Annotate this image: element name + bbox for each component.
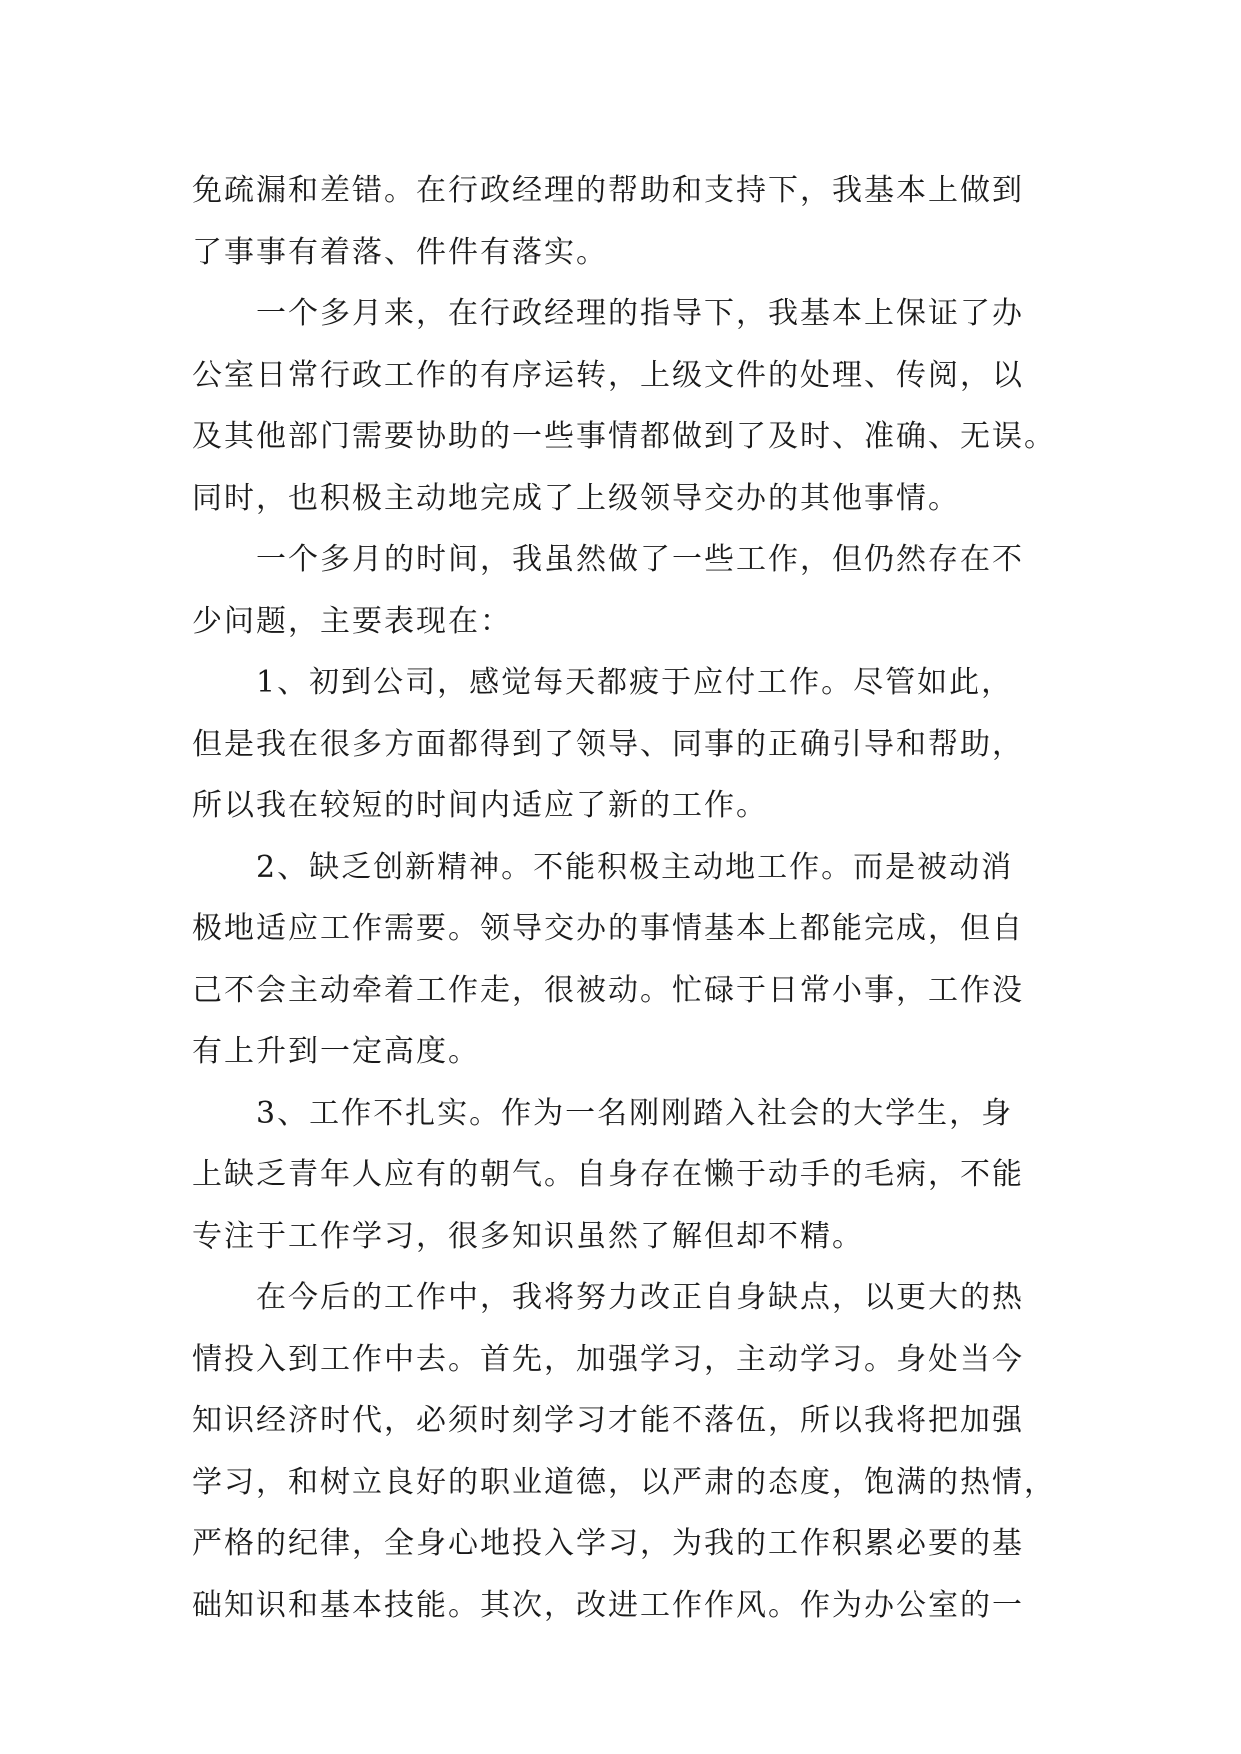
text-line: 极地适应工作需要。领导交办的事情基本上都能完成，但自 [192, 911, 1024, 946]
text-line: 所以我在较短的时间内适应了新的工作。 [192, 788, 768, 823]
text-line: 少问题，主要表现在： [192, 603, 512, 639]
text-line: 免疏漏和差错。在行政经理的帮助和支持下，我基本上做到 [192, 173, 1024, 208]
paragraph-first-line: 一个多月来，在行政经理的指导下，我基本上保证了办 [256, 296, 1024, 331]
text-line: 公室日常行政工作的有序运转，上级文件的处理、传阅，以 [192, 357, 1024, 393]
text-line: 情投入到工作中去。首先，加强学习，主动学习。身处当今 [192, 1341, 1024, 1377]
paragraph-first-line: 1、初到公司，感觉每天都疲于应付工作。尽管如此， [256, 665, 1014, 700]
text-line: 及其他部门需要协助的一些事情都做到了及时、准确、无误。 [192, 419, 1056, 454]
paragraph-first-line: 2、缺乏创新精神。不能积极主动地工作。而是被动消 [256, 849, 1014, 885]
text-line: 有上升到一定高度。 [192, 1034, 480, 1069]
text-line: 严格的纪律，全身心地投入学习，为我的工作积累必要的基 [192, 1526, 1024, 1561]
text-line: 础知识和基本技能。其次，改进工作作风。作为办公室的一 [192, 1587, 1024, 1623]
text-line: 知识经济时代，必须时刻学习才能不落伍，所以我将把加强 [192, 1403, 1024, 1438]
text-line: 上缺乏青年人应有的朝气。自身存在懒于动手的毛病，不能 [192, 1157, 1024, 1192]
text-line: 同时，也积极主动地完成了上级领导交办的其他事情。 [192, 480, 960, 516]
text-line: 了事事有着落、件件有落实。 [192, 234, 608, 270]
text-line: 但是我在很多方面都得到了领导、同事的正确引导和帮助， [192, 726, 1024, 762]
text-line: 己不会主动牵着工作走，很被动。忙碌于日常小事，工作没 [192, 972, 1024, 1008]
document-body [192, 160, 1072, 1636]
text-line: 学习，和树立良好的职业道德，以严肃的态度，饱满的热情， [192, 1464, 1056, 1500]
paragraph-first-line: 在今后的工作中，我将努力改正自身缺点，以更大的热 [256, 1280, 1024, 1315]
text-line: 专注于工作学习，很多知识虽然了解但却不精。 [192, 1218, 864, 1254]
paragraph-first-line: 一个多月的时间，我虽然做了一些工作，但仍然存在不 [256, 542, 1024, 577]
paragraph-first-line: 3、工作不扎实。作为一名刚刚踏入社会的大学生，身 [256, 1095, 1014, 1131]
